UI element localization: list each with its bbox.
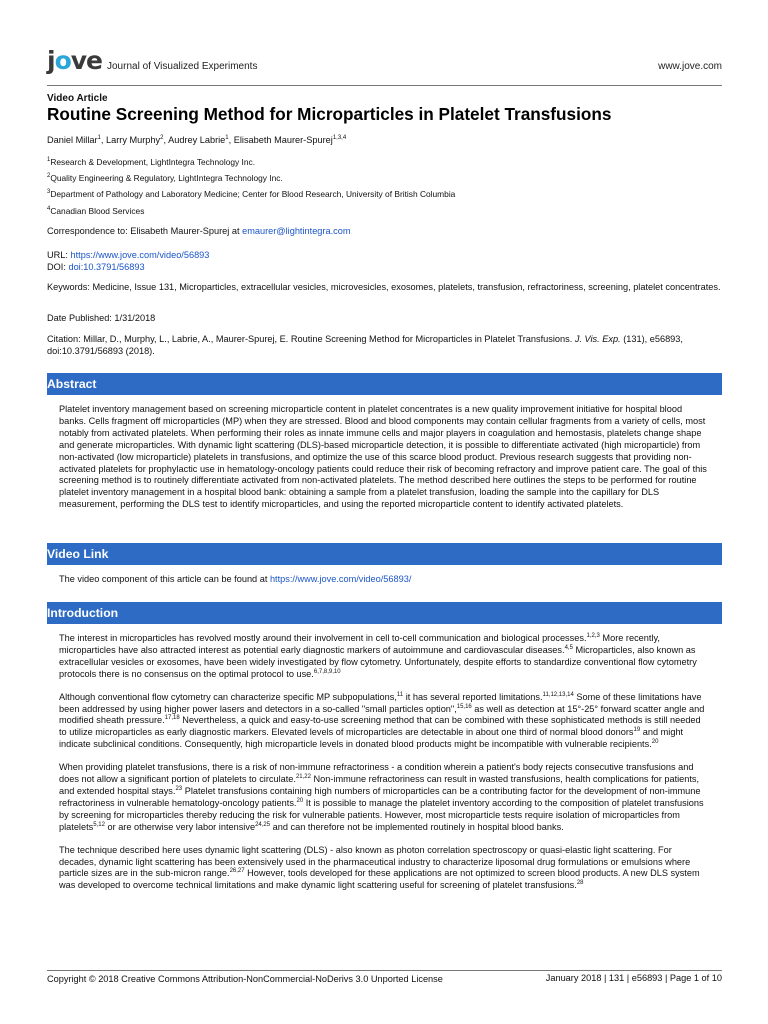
reference-marker[interactable]: 11 [396,691,404,698]
reference-marker[interactable]: 23 [175,785,183,792]
affiliation-marker: 1 [47,157,51,164]
article-page [47,0,722,1024]
affiliation-text: Department of Pathology and Laboratory Medicine; Center for Blood Research, University of British Columbia [50,189,456,200]
citation-rest: (131), e56893, doi:10.3791/56893 (2018). [47,334,683,356]
author-name: Larry Murphy [106,135,161,145]
journal-header [47,48,722,76]
footer-page-info: January 2018 | 131 | e56893 | Page 1 of 10 [545,973,722,983]
correspondence-label: Correspondence to: Elisabeth Maurer-Spurej at [47,226,243,236]
introduction-paragraph: The interest in microparticles has revolved mostly around their involvement in cell to-cell communication and biological processes.$^{1,2,3}$ More recently, microparticles have also attracted interest as potential early diagnostic markers of autoimmune and cardiovascular diseases.$^{4,5}$ Microparticles, also known as extracellular vesicles or exosomes, have been widely investigated by flow cytometry. Unfortunately, despite efforts to standardize conventional flow cytometry protocols there is no consensus on the optimal protocol to use.$^{6,7,8,9,10}$ [59,632,697,679]
abstract-text: Platelet inventory management based on screening microparticle content in platelet concentrates is a new quality improvement initiative for hospital blood banks. Cells fragment off microparticles (MP) when they are stressed. Blood and blood components may contain cellular fragments from a variety of cells, most notably from activated platelets. When performing their roles as innate immune cells and major players in coagulation and hemostasis, platelets change shape and generate microparticles. With dynamic light scattering (DLS)-based microparticle detection, it is possible to differentiate activated (high microparticle) from non-activated (low microparticle) platelets in transfusions, and optimize the use of this scarce blood product. Previous research suggests that providing non-activated platelets for prophylactic use in hematology-oncology patients could reduce their risk of becoming refractory and improve patient care. The goal of this screening method is to routinely differentiate activated from non-activated platelets. The method described here outlines the steps to be performed for routine platelet inventory management in a hospital blood bank: obtaining a sample from a platelet transfusion, loading the sample into the capillary for DLS measurement, performing the DLS test to identify microparticles, and using the reported microparticle content to identify activated platelets. [59,404,707,510]
citation [47,333,722,357]
url-line [47,249,722,261]
reference-marker[interactable]: 20 [296,797,304,804]
introduction-heading [47,602,722,624]
affiliation-marker: 3 [47,189,51,196]
reference-marker[interactable]: 26,27 [229,868,245,875]
doi-link[interactable]: doi:10.3791/56893 [68,262,145,272]
correspondence-email-link[interactable]: emaurer@lightintegra.com [242,226,351,236]
footer-copyright: Copyright © 2018 Creative Commons Attribution-NonCommercial-NoDerivs 3.0 Unported License [47,974,443,984]
affiliation-item [47,186,455,202]
reference-marker[interactable]: 28 [576,880,584,887]
author-affiliation-marker: 1,3,4 [332,134,347,141]
introduction-paragraph: Although conventional flow cytometry can characterize specific MP subpopulations,$^{11}$ it has several reported limitations.$^{11,12,13,14}$ Some of these limitations have been addressed by using higher power lasers and detectors in a so-called "small particles option",$^{15,16}$ as well as detection at 15°-25° forward scatter angle and modified sheath pressure.$^{17,18}$ Nevertheless, a quick and easy-to-use screening method that can be combined with these sophisticated methods is still needed to utilize microparticles as early diagnostic markers. Elevated levels of microparticles are detectable in about one third of normal blood donors$^{19}$ and might indicate subclinical conditions. Consequently, high microparticle levels in donated blood products might be incompatible with vulnerable recipients.$^{20}$ [59,691,705,750]
abstract-heading [47,373,722,395]
article-title: Routine Screening Method for Microparticles in Platelet Transfusions [47,104,612,124]
header-divider [47,85,722,86]
video-link-text [59,574,710,586]
date-published: Date Published: 1/31/2018 [47,313,156,323]
abstract-heading-text: Abstract [47,377,97,391]
affiliation-item [47,203,455,219]
footer-divider [47,970,722,971]
reference-marker[interactable]: 6,7,8,9,10 [313,668,341,675]
author-list: Daniel Millar$^1$, Larry Murphy$^2$, Audrey Labrie$^1$, Elisabeth Maurer-Spurej$^{1,3,4}$ [47,134,347,145]
article-type: Video Article [47,93,108,104]
affiliation-text: Research & Development, LightIntegra Technology Inc. [50,157,256,167]
author-name: Daniel Millar [47,135,98,145]
affiliation-item [47,170,455,186]
reference-marker[interactable]: 21,22 [295,774,311,780]
video-url-link[interactable]: https://www.jove.com/video/56893/ [269,574,412,584]
reference-marker[interactable]: 4,5 [564,644,573,651]
citation-journal: J. Vis. Exp. [574,334,621,344]
affiliation-list [47,154,455,219]
author-affiliation-marker: 1 [97,134,101,141]
citation-text: Citation: Millar, D., Murphy, L., Labrie, A., Maurer-Spurej, E. Routine Screening Method for Microparticles in Platelet Transfusions. [47,334,575,344]
author-name: Elisabeth Maurer-Spurej [233,135,333,145]
reference-marker[interactable]: 17,18 [164,715,180,722]
url-label: URL: [47,250,71,260]
journal-website[interactable]: www.jove.com [658,61,722,72]
journal-name: Journal of Visualized Experiments [107,61,258,72]
introduction-heading-text: Introduction [47,606,119,620]
affiliation-text: Canadian Blood Services [50,205,145,216]
author-affiliation-marker: 1 [225,134,229,141]
reference-marker[interactable]: 11,12,13,14 [542,691,574,698]
article-url-link[interactable]: https://www.jove.com/video/56893 [70,250,210,260]
keywords: Keywords: Medicine, Issue 131, Microparticles, extracellular vesicles, microvesicles, exosomes, platelets, transfusion, refractoriness, screening, platelet concentrates. [47,282,721,292]
introduction-paragraph: The technique described here uses dynamic light scattering (DLS) - also known as photon correlation spectroscopy or quasi-elastic light scattering. For decades, dynamic light scattering has been extensively used in the pharmaceutical industry to characterize liposomal drug formulations or emulsions where particle sizes are in the sub-micron range.$^{26,27}$ However, tools developed for these applications are not optimized to screen blood products. A new DLS system was developed to overcome technical limitations and make dynamic light scattering useful for screening of platelet transfusions.$^{28}$ [59,844,700,891]
affiliation-marker: 2 [47,173,51,180]
reference-marker[interactable]: 15,16 [456,703,472,710]
video-link-heading-text: Video Link [47,547,109,561]
reference-marker[interactable]: 19 [633,727,641,734]
doi-line [47,261,722,273]
affiliation-item [47,154,455,170]
affiliation-marker: 4 [47,205,51,212]
author-name: Audrey Labrie [168,135,226,145]
reference-marker[interactable]: 5,12 [93,821,105,828]
video-link-heading [47,543,722,565]
reference-marker[interactable]: 1,2,3 [586,632,600,639]
jove-logo[interactable]: jove [47,46,103,75]
introduction-text [59,633,710,903]
introduction-paragraph: When providing platelet transfusions, there is a risk of non-immune refractoriness - a condition wherein a patient's body rejects consecutive transfusions and does not allow a significant portion of platelets to circulate.$^{21,22}$ Non-immune refractoriness can result in wasted transfusions, health complications for patients, and extended hospital stays.$^{23}$ Platelet transfusions containing high numbers of microparticles can be a contributing factor for the development of non-immune refractoriness in vulnerable hematology-oncology patients.$^{20}$ It is possible to manage the platelet inventory according to the composition of platelet transfusions by screening for microparticles thereby reducing the risk for vulnerable patients. However, most microparticle tests require isolation of microparticles from platelets$^{5,12}$ or are otherwise very labor intensive$^{24,25}$ and can therefore not be implemented routinely in hospital blood banks. [59,762,704,832]
reference-marker[interactable]: 20 [651,739,659,746]
author-affiliation-marker: 2 [160,134,164,141]
correspondence [47,225,722,237]
affiliation-text: Quality Engineering & Regulatory, LightIntegra Technology Inc. [50,173,283,184]
doi-label: DOI: [47,262,69,272]
video-link-label: The video component of this article can be found at [59,574,270,584]
reference-marker[interactable]: 24,25 [255,821,271,828]
